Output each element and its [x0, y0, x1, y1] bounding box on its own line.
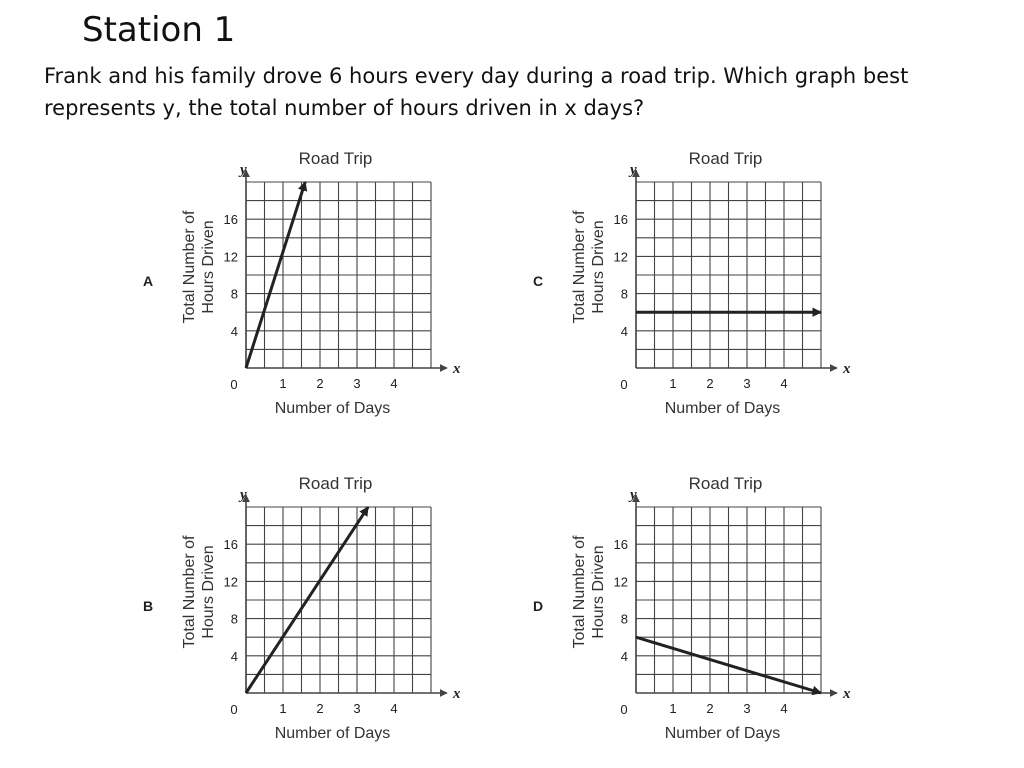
y-tick-label: 16: [223, 212, 238, 228]
x-tick-label: 2: [316, 701, 324, 716]
y-axis-title: [181, 535, 217, 648]
y-tick-label: 12: [223, 249, 238, 265]
y-tick-label: 16: [613, 537, 628, 553]
y-axis-title-line-1: Total Number of: [571, 210, 588, 324]
y-variable-label: y: [240, 162, 247, 178]
x-tick-label: 1: [279, 376, 287, 391]
chart-c: [533, 149, 851, 417]
y-axis-title: [181, 210, 217, 323]
origin-label: 0: [620, 702, 628, 717]
slide-title: Station 1: [82, 10, 236, 50]
chart-d: [533, 474, 851, 742]
x-variable-label: x: [843, 686, 851, 702]
x-tick-label: 1: [669, 701, 677, 716]
chart-title: Road Trip: [688, 474, 763, 493]
x-tick-label: 3: [743, 376, 751, 391]
chart-title: Road Trip: [688, 149, 763, 168]
y-tick-label: 4: [230, 648, 238, 664]
y-tick-label: 8: [230, 611, 238, 627]
y-variable-label: y: [240, 487, 247, 503]
y-variable-label: y: [630, 162, 637, 178]
origin-label: 0: [230, 702, 238, 717]
y-axis-title: [571, 210, 607, 323]
x-axis-title: Number of Days: [664, 400, 781, 417]
x-tick-label: 4: [780, 376, 788, 391]
x-tick-label: 4: [780, 701, 788, 716]
x-tick-label: 2: [706, 701, 714, 716]
x-axis-title: Number of Days: [664, 725, 781, 742]
y-tick-label: 8: [620, 286, 628, 302]
chart-b: [143, 474, 461, 742]
option-letter: A: [142, 273, 154, 289]
x-axis-title: Number of Days: [274, 725, 391, 742]
y-tick-label: 4: [620, 323, 628, 339]
x-tick-label: 3: [353, 701, 361, 716]
y-axis-title-line-2: Hours Driven: [200, 220, 217, 314]
x-axis-title: Number of Days: [274, 400, 391, 417]
y-tick-label: 16: [613, 212, 628, 228]
y-tick-label: 12: [613, 574, 628, 590]
origin-label: 0: [620, 377, 628, 392]
x-tick-label: 4: [390, 701, 398, 716]
x-tick-label: 2: [706, 376, 714, 391]
x-variable-label: x: [843, 361, 851, 377]
y-axis-title-line-1: Total Number of: [571, 535, 588, 649]
y-axis-title-line-1: Total Number of: [181, 210, 198, 324]
x-tick-label: 3: [743, 701, 751, 716]
y-axis-title: [571, 535, 607, 648]
x-tick-label: 4: [390, 376, 398, 391]
y-tick-label: 8: [230, 286, 238, 302]
question-text: Frank and his family drove 6 hours every day during a road trip. Which graph best represents y, the total number of hours driven in x days?: [44, 64, 909, 120]
chart-a: [143, 149, 461, 417]
x-tick-label: 1: [669, 376, 677, 391]
y-tick-label: 4: [620, 648, 628, 664]
origin-label: 0: [230, 377, 238, 392]
chart-title: Road Trip: [298, 474, 373, 493]
x-tick-label: 2: [316, 376, 324, 391]
y-axis-title-line-2: Hours Driven: [590, 220, 607, 314]
y-tick-label: 16: [223, 537, 238, 553]
answer-choices-figure: [134, 134, 884, 748]
option-letter: D: [532, 598, 544, 614]
y-axis-title-line-1: Total Number of: [181, 535, 198, 649]
option-letter: C: [532, 273, 544, 289]
option-letter: B: [142, 598, 154, 614]
y-tick-label: 12: [613, 249, 628, 265]
y-tick-label: 4: [230, 323, 238, 339]
y-variable-label: y: [630, 487, 637, 503]
x-tick-label: 1: [279, 701, 287, 716]
y-tick-label: 12: [223, 574, 238, 590]
y-tick-label: 8: [620, 611, 628, 627]
x-variable-label: x: [453, 361, 461, 377]
y-axis-title-line-2: Hours Driven: [200, 545, 217, 639]
x-variable-label: x: [453, 686, 461, 702]
road-trip-graphs: [134, 134, 884, 748]
y-axis-title-line-2: Hours Driven: [590, 545, 607, 639]
chart-title: Road Trip: [298, 149, 373, 168]
x-tick-label: 3: [353, 376, 361, 391]
